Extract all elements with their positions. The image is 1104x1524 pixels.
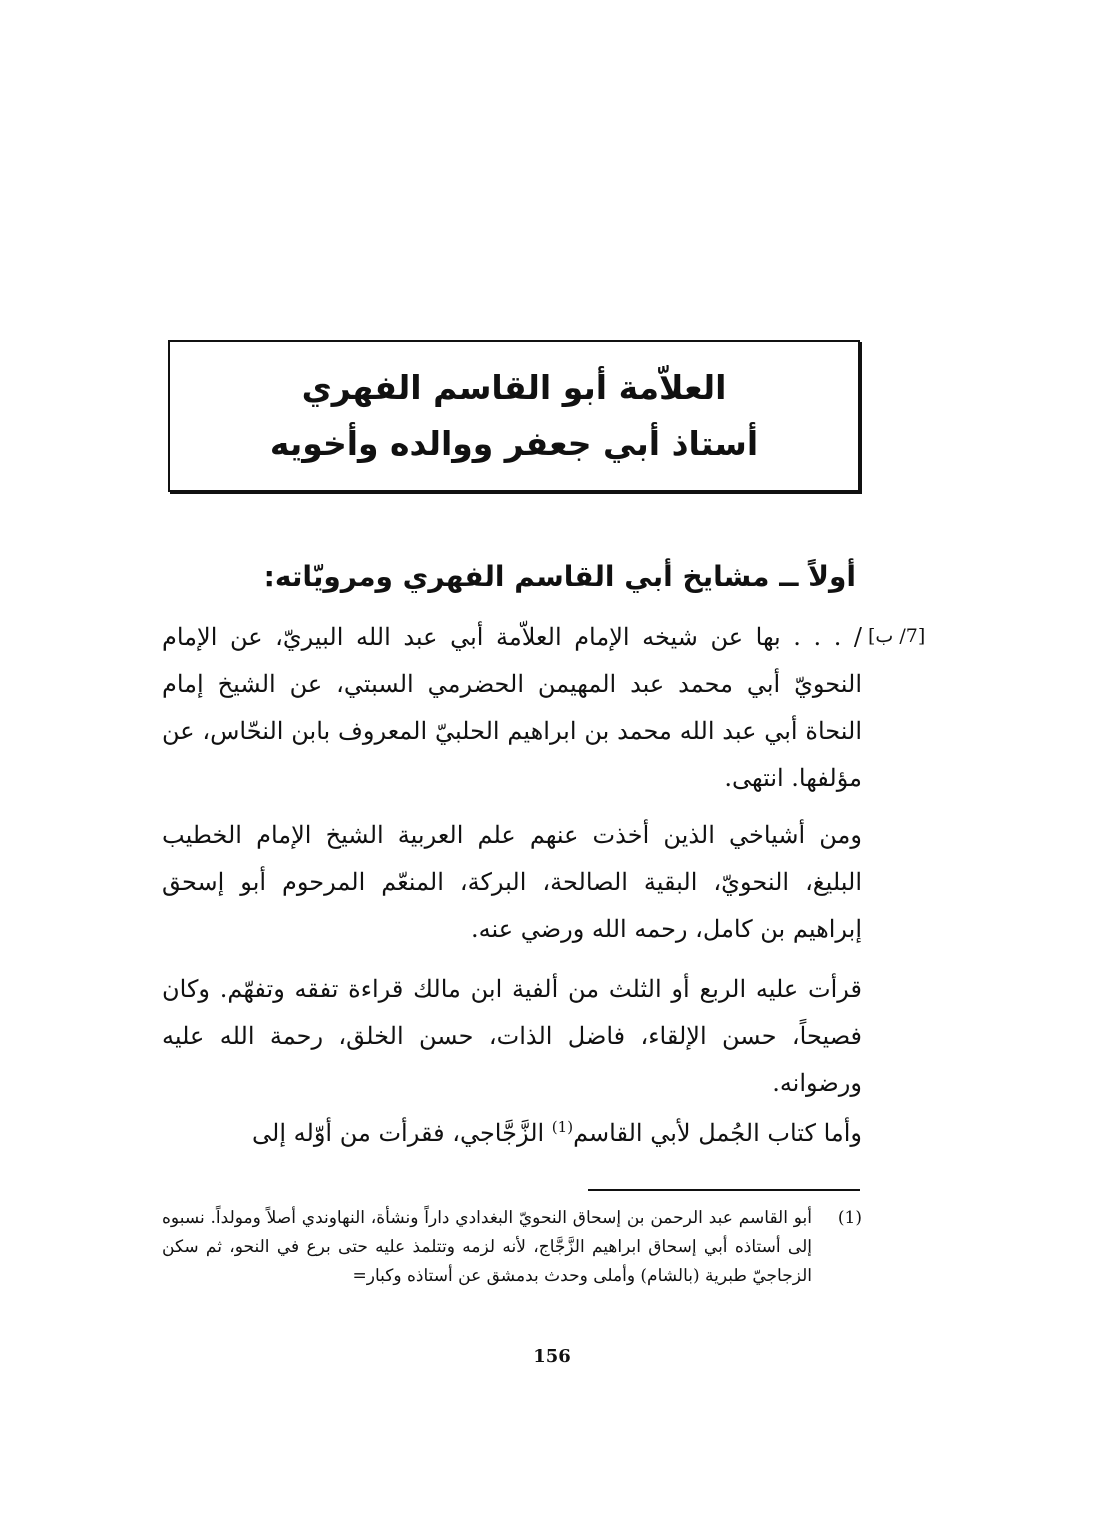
footnote-separator <box>588 1189 860 1191</box>
section-heading: أولاً ــ مشايخ أبي القاسم الفهري ومرويّاته: <box>263 560 856 593</box>
footnote <box>162 1204 862 1291</box>
paragraph-4-text-end: الزَّجَّاجي، فقرأت من أوّله إلى <box>252 1119 552 1147</box>
title-box <box>168 340 860 492</box>
chapter-subtitle: أستاذ أبي جعفر ووالده وأخويه <box>269 424 759 463</box>
folio-marker: [7/ ب] <box>868 625 926 647</box>
footnote-reference: (1) <box>551 1118 574 1136</box>
chapter-title: العلاّمة أبو القاسم الفهري <box>301 368 727 407</box>
paragraph-4-text-start: وأما كتاب الجُمل لأبي القاسم <box>573 1119 862 1147</box>
paragraph-3: قرأت عليه الربع أو الثلث من ألفية ابن مالك قراءة تفقه وتفهّم. وكان فصيحاً، حسن الإلقاء، فاضل الذات، حسن الخلق، رحمة الله عليه ورضوانه. <box>162 975 862 1097</box>
footnote-number: (1) <box>837 1208 862 1228</box>
paragraph-4 <box>162 1110 910 1157</box>
paragraph-1: / . . . بها عن شيخه الإمام العلاّمة أبي عبد الله البيريّ، عن الإمام النحويّ أبي محمد عبد المهيمن الحضرمي السبتي، عن الشيخ إمام النحاة أبي عبد الله محمد بن ابراهيم الحلبيّ المعروف بابن النحّاس، عن مؤلفها. انتهى. <box>162 623 862 792</box>
page-number: 156 <box>533 1346 571 1367</box>
footnote-text: أبو القاسم عبد الرحمن بن إسحاق النحويّ البغدادي داراً ونشأة، النهاوندي أصلاً ومولداً. نسبوه إلى أستاذه أبي إسحاق ابراهيم الزَّجَّاج، لأنه لزمه وتتلمذ عليه حتى برع في النحو، ثم سكن الزجاجيّ طبرية (بالشام) وأملى وحدث بدمشق عن أستاذه وكبار= <box>162 1208 812 1286</box>
paragraph-2: ومن أشياخي الذين أخذت عنهم علم العربية الشيخ الإمام الخطيب البليغ، النحويّ، البقية الصالحة، البركة، المنعّم المرحوم أبو إسحق إبراهيم بن كامل، رحمه الله ورضي عنه. <box>162 821 862 943</box>
